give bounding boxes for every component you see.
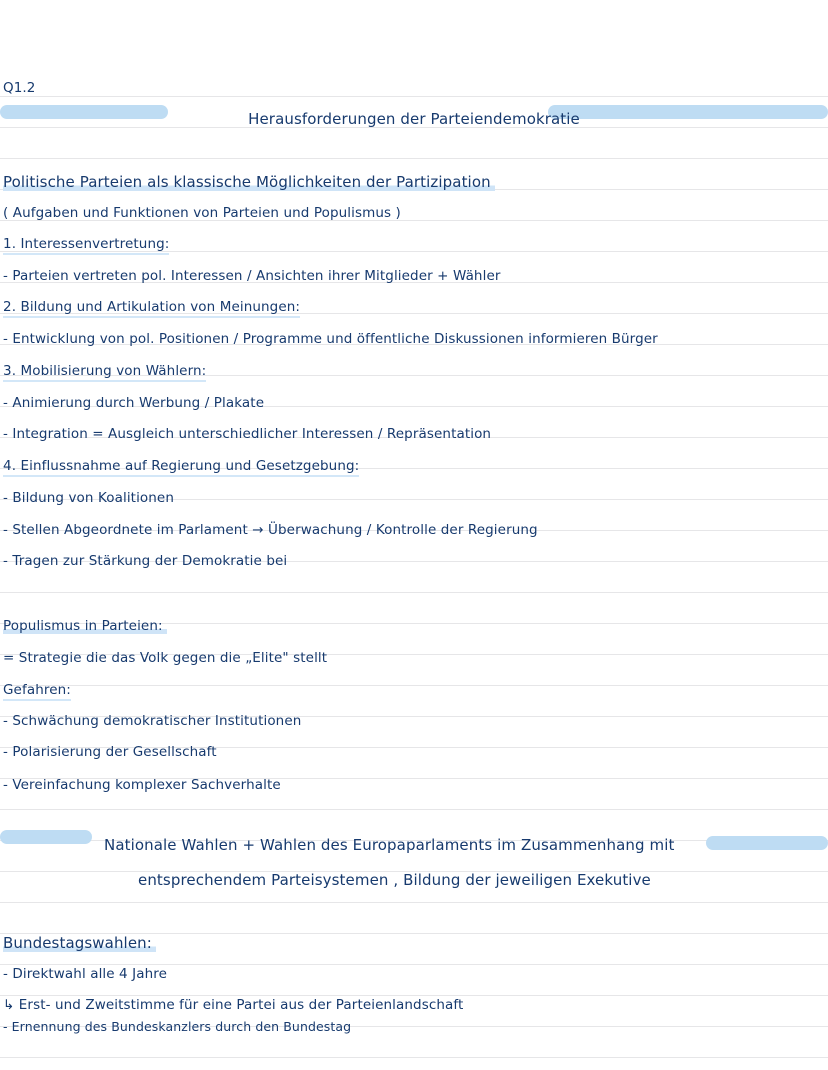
section1-item-4: - Entwicklung von pol. Positionen / Programme und öffentliche Diskussionen informieren Bürger [3,331,658,347]
section2-danger-1: - Schwächung demokratischer Institutionen [3,713,302,729]
list-item [3,458,359,474]
section3-item-1: - Direktwahl alle 4 Jahre [3,966,168,982]
list-item [3,363,206,379]
section3-item-3: - Ernennung des Bundeskanzlers durch den Bundestag [3,1019,352,1034]
heading2-bar-right [706,836,828,850]
section1-title: Politische Parteien als klassische Möglichkeiten der Partizipation [3,173,495,191]
section1-subtitle: ( Aufgaben und Funktionen von Parteien und Populismus ) [3,205,401,221]
page-title: Herausforderungen der Parteiendemokratie [248,110,580,128]
section-title [3,934,156,952]
section1-item-5: 3. Mobilisierung von Wählern: [3,363,206,382]
rule-line [0,158,828,159]
section1-item-8: 4. Einflussnahme auf Regierung und Gesetzgebung: [3,458,359,477]
section2-definition: = Strategie die das Volk gegen die „Elite" stellt [3,650,328,666]
section3-title: Bundestagswahlen: [3,934,156,952]
rule-line [0,1057,828,1058]
heading2-line1: Nationale Wahlen + Wahlen des Europaparlaments im Zusammenhang mit [104,836,675,854]
section1-item-9: - Bildung von Koalitionen [3,490,174,506]
section-title [3,618,167,634]
section1-item-3: 2. Bildung und Artikulation von Meinungen: [3,299,300,318]
list-item [3,236,169,252]
heading2-bar-left [0,830,92,844]
section2-danger-2: - Polarisierung der Gesellschaft [3,744,217,760]
rule-line [0,964,828,965]
section1-item-10: - Stellen Abgeordnete im Parlament → Überwachung / Kontrolle der Regierung [3,522,538,538]
section3-item-2: ↳ Erst- und Zweitstimme für eine Partei aus der Parteienlandschaft [3,997,464,1013]
section-title [3,173,495,191]
heading2-line2: entsprechendem Parteisystemen , Bildung der jeweiligen Exekutive [138,871,651,889]
list-item [3,299,300,315]
rule-line [0,592,828,593]
section1-item-11: - Tragen zur Stärkung der Demokratie bei [3,553,288,569]
page-label: Q1.2 [3,80,36,96]
rule-line [0,685,828,686]
list-item [3,682,71,698]
section2-danger-3: - Vereinfachung komplexer Sachverhalte [3,777,281,793]
rule-line [0,902,828,903]
section1-item-7: - Integration = Ausgleich unterschiedlicher Interessen / Repräsentation [3,426,492,442]
section2-title: Populismus in Parteien: [3,618,167,634]
section1-item-6: - Animierung durch Werbung / Plakate [3,395,265,411]
section1-item-1: 1. Interessenvertretung: [3,236,169,255]
section2-dangers-label: Gefahren: [3,682,71,701]
rule-line [0,995,828,996]
rule-line [0,809,828,810]
rule-line [0,96,828,97]
section1-item-2: - Parteien vertreten pol. Interessen / Ansichten ihrer Mitglieder + Wähler [3,268,501,284]
